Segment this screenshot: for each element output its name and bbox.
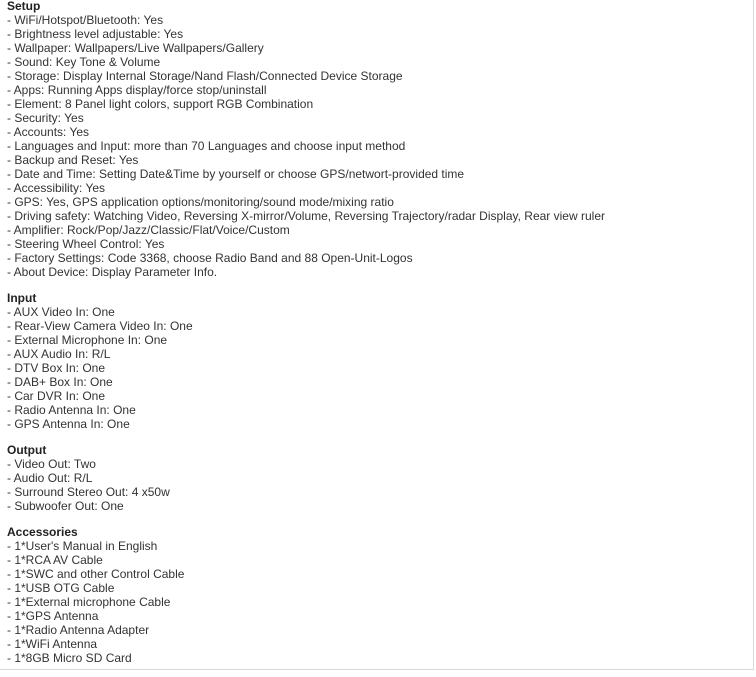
input-item: - GPS Antenna In: One [7,417,130,431]
setup-item: - WiFi/Hotspot/Bluetooth: Yes [7,13,164,27]
output-item: - Audio Out: R/L [7,471,93,485]
setup-item: - Steering Wheel Control: Yes [7,237,165,251]
setup-item: - Storage: Display Internal Storage/Nand Flash/Connected Device Storage [7,69,403,83]
input-item: - External Microphone In: One [7,333,168,347]
setup-item: - Date and Time: Setting Date&Time by yourself or choose GPS/networt-provided time [7,167,465,181]
accessory-item: - 1*Radio Antenna Adapter [7,623,150,637]
setup-item: - About Device: Display Parameter Info. [7,265,218,279]
input-item: - Car DVR In: One [7,389,106,403]
input-item: - Rear-View Camera Video In: One [7,319,193,333]
setup-item: - Apps: Running Apps display/force stop/uninstall [7,83,267,97]
setup-item: - Accessibility: Yes [7,181,106,195]
accessories-section [7,525,747,665]
accessory-item: - 1*SWC and other Control Cable [7,567,185,581]
accessory-item: - 1*GPS Antenna [7,609,99,623]
section-title-input: Input [7,291,37,305]
accessory-item: - 1*RCA AV Cable [7,553,103,567]
output-item: - Subwoofer Out: One [7,499,124,513]
setup-item: - Wallpaper: Wallpapers/Live Wallpapers/Gallery [7,41,264,55]
input-item: - AUX Audio In: R/L [7,347,111,361]
setup-item: - Sound: Key Tone & Volume [7,55,161,69]
setup-item: - Factory Settings: Code 3368, choose Radio Band and 88 Open-Unit-Logos [7,251,413,265]
accessory-item: - 1*User's Manual in English [7,539,158,553]
setup-item: - Brightness level adjustable: Yes [7,27,184,41]
input-item: - DAB+ Box In: One [7,375,113,389]
setup-section [7,0,747,279]
input-item: - DTV Box In: One [7,361,106,375]
section-title-accessories: Accessories [7,525,78,539]
input-section [7,291,747,431]
accessory-item: - 1*8GB Micro SD Card [7,651,132,665]
setup-item: - GPS: Yes, GPS application options/monitoring/sound mode/mixing ratio [7,195,394,209]
setup-item: - Backup and Reset: Yes [7,153,139,167]
setup-item: - Amplifier: Rock/Pop/Jazz/Classic/Flat/Voice/Custom [7,223,290,237]
section-title-output: Output [7,443,47,457]
setup-item: - Languages and Input: more than 70 Languages and choose input method [7,139,406,153]
input-item: - Radio Antenna In: One [7,403,136,417]
setup-item: - Driving safety: Watching Video, Reversing X-mirror/Volume, Reversing Trajectory/radar Display, Rear view ruler [7,209,605,223]
accessory-item: - 1*USB OTG Cable [7,581,115,595]
output-section [7,443,747,513]
accessory-item: - 1*External microphone Cable [7,595,171,609]
output-item: - Surround Stereo Out: 4 x50w [7,485,170,499]
setup-item: - Security: Yes [7,111,84,125]
accessory-item: - 1*WiFi Antenna [7,637,98,651]
setup-item: - Accounts: Yes [7,125,90,139]
input-item: - AUX Video In: One [7,305,115,319]
spec-content [7,0,747,677]
setup-item: - Element: 8 Panel light colors, support RGB Combination [7,97,314,111]
section-title-setup: Setup [7,0,41,13]
output-item: - Video Out: Two [7,457,96,471]
